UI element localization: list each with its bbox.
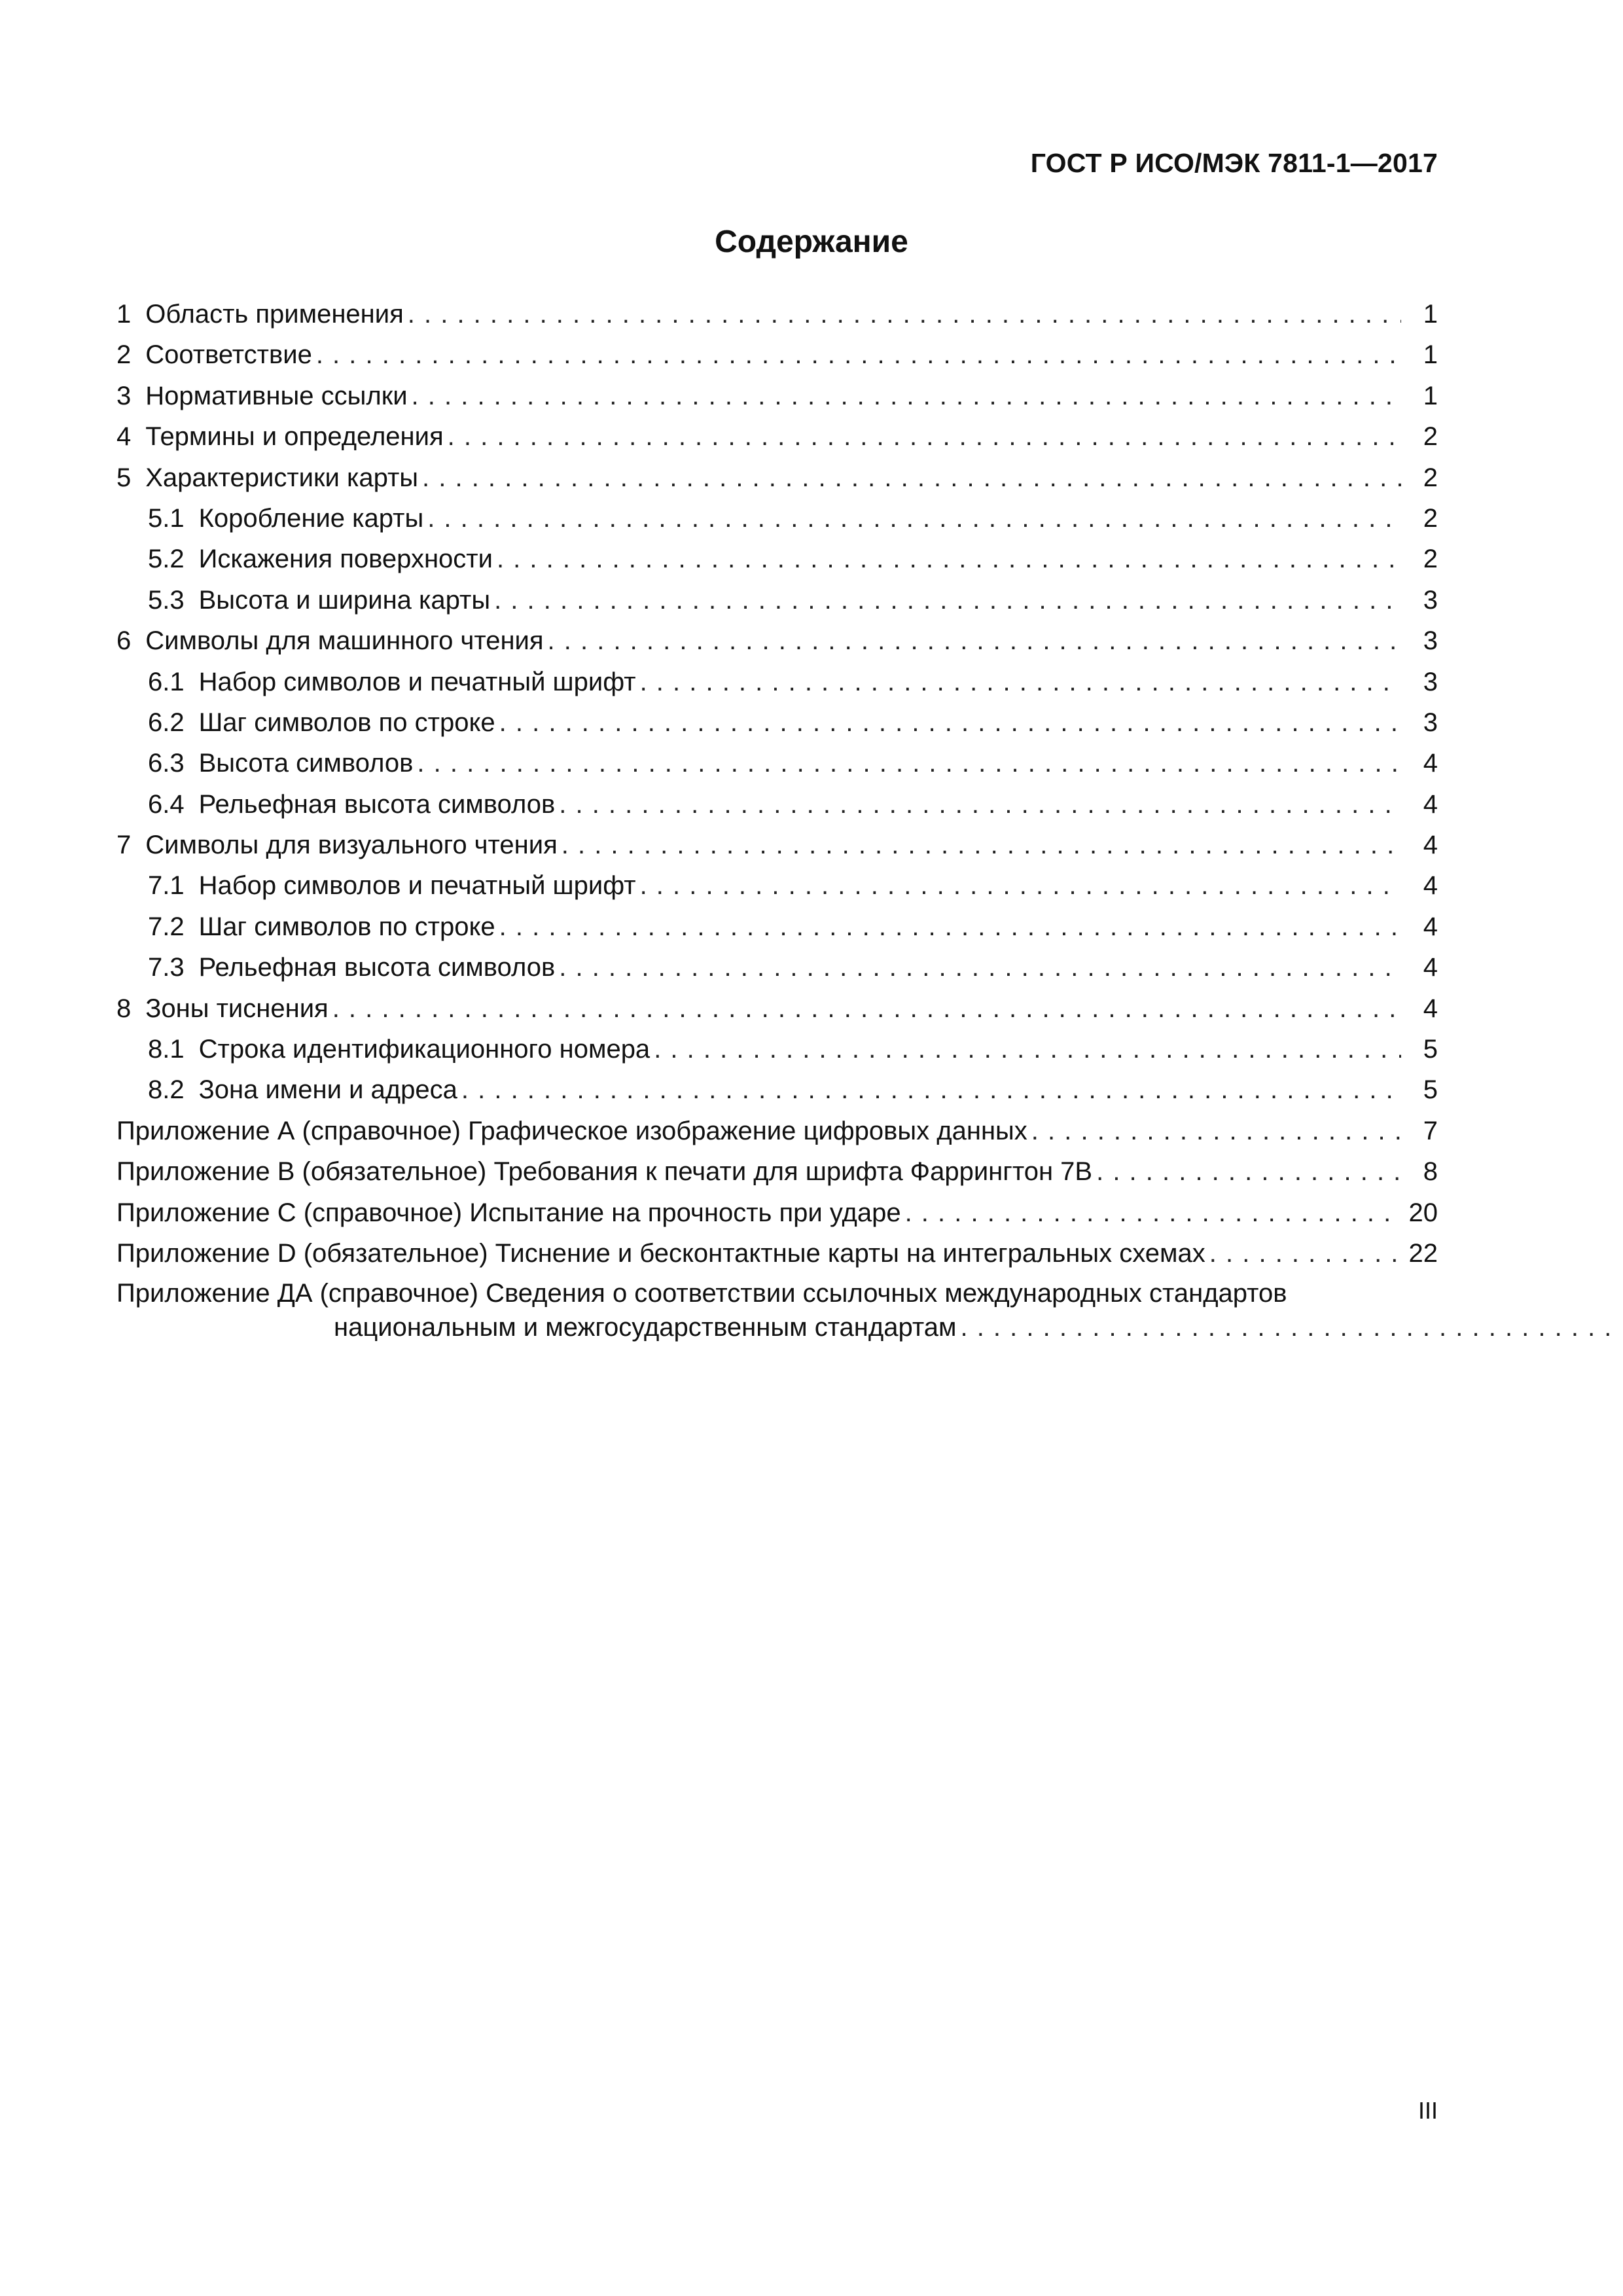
toc-annex-page: 8: [1423, 1157, 1438, 1187]
toc-entry-number: 2: [116, 340, 132, 370]
dot-leader: [497, 539, 1401, 579]
toc-entry-page: 4: [1423, 749, 1438, 778]
dot-leader: [1209, 1233, 1401, 1274]
toc-entry-5-3[interactable]: [116, 580, 1438, 620]
dot-leader: [417, 743, 1401, 783]
table-of-contents: [116, 294, 1438, 1344]
toc-annex-label-line2: национальным и межгосударственным стандартам: [334, 1313, 957, 1342]
dot-leader: [640, 662, 1401, 702]
toc-entry-page: 3: [1423, 585, 1438, 615]
toc-entry-label: Шаг символов по строке: [198, 708, 495, 737]
toc-entry-label: Зона имени и адреса: [198, 1075, 457, 1105]
toc-entry-number: 6.1: [148, 667, 185, 696]
toc-entry-number: 6.2: [148, 708, 185, 737]
toc-entry-7-3[interactable]: [116, 947, 1438, 988]
toc-annex-c[interactable]: [116, 1193, 1438, 1233]
dot-leader: [332, 988, 1401, 1029]
toc-entry-label: Область применения: [145, 300, 404, 329]
toc-entry-2[interactable]: [116, 334, 1438, 375]
toc-entry-page: 3: [1423, 708, 1438, 737]
toc-entry-6-4[interactable]: [116, 784, 1438, 825]
toc-entry-6-1[interactable]: [116, 662, 1438, 702]
toc-entry-page: 4: [1423, 953, 1438, 982]
toc-entry-page: 1: [1423, 300, 1438, 329]
toc-entry-1[interactable]: [116, 294, 1438, 334]
toc-entry-page: 1: [1423, 340, 1438, 370]
toc-entry-page: 2: [1423, 422, 1438, 452]
toc-entry-8-1[interactable]: [116, 1029, 1438, 1069]
dot-leader: [499, 906, 1401, 947]
toc-entry-number: 6.3: [148, 749, 185, 778]
toc-entry-page: 5: [1423, 1035, 1438, 1064]
toc-title: Содержание: [715, 224, 908, 259]
toc-entry-page: 4: [1423, 994, 1438, 1023]
toc-entry-8[interactable]: [116, 988, 1438, 1029]
toc-entry-5[interactable]: [116, 457, 1438, 498]
document-code: ГОСТ Р ИСО/МЭК 7811-1—2017: [1030, 148, 1438, 178]
toc-entry-number: 6.4: [148, 789, 185, 819]
dot-leader: [559, 784, 1401, 825]
toc-entry-label: Нормативные ссылки: [145, 381, 408, 410]
toc-entry-6-2[interactable]: [116, 702, 1438, 743]
page-number: III: [1418, 2097, 1438, 2124]
toc-entry-label: Рельефная высота символов: [198, 953, 556, 982]
toc-entry-page: 5: [1423, 1075, 1438, 1105]
dot-leader: [427, 498, 1401, 539]
toc-entry-label: Высота символов: [198, 749, 414, 778]
toc-annex-a[interactable]: [116, 1111, 1438, 1151]
toc-entry-page: 2: [1423, 545, 1438, 574]
toc-entry-label: Зоны тиснения: [145, 994, 329, 1023]
dot-leader: [316, 334, 1401, 375]
dot-leader: [494, 580, 1401, 620]
toc-entry-5-2[interactable]: [116, 539, 1438, 579]
toc-entry-number: 1: [116, 300, 132, 329]
toc-annex-label: Приложение В (обязательное) Требования к печати для шрифта Фаррингтон 7В: [116, 1157, 1093, 1187]
dot-leader: [562, 825, 1401, 865]
toc-annex-page: 7: [1423, 1116, 1438, 1145]
toc-entry-number: 8.1: [148, 1035, 185, 1064]
toc-annex-label-line1: Приложение ДА (справочное) Сведения о соответствии ссылочных международных стандартов: [116, 1279, 1287, 1308]
toc-entry-label: Термины и определения: [145, 422, 444, 452]
toc-entry-number: 7.1: [148, 871, 185, 901]
toc-entry-number: 5: [116, 463, 132, 492]
toc-entry-label: Коробление карты: [198, 503, 424, 533]
dot-leader: [1031, 1111, 1401, 1151]
toc-entry-label: Символы для визуального чтения: [145, 831, 558, 860]
toc-entry-page: 2: [1423, 463, 1438, 492]
dot-leader: [1096, 1151, 1401, 1192]
toc-entry-label: Характеристики карты: [145, 463, 419, 492]
toc-entry-label: Соответствие: [145, 340, 312, 370]
toc-annex-page: 22: [1408, 1238, 1438, 1268]
dot-leader: [408, 294, 1401, 334]
toc-annex-label: Приложение А (справочное) Графическое изображение цифровых данных: [116, 1116, 1027, 1145]
dot-leader: [559, 947, 1401, 988]
dot-leader: [960, 1310, 1623, 1344]
dot-leader: [461, 1069, 1401, 1110]
toc-entry-7[interactable]: [116, 825, 1438, 865]
toc-entry-label: Искажения поверхности: [198, 545, 493, 574]
toc-annex-b[interactable]: [116, 1151, 1438, 1192]
toc-entry-number: 6: [116, 626, 132, 656]
dot-leader: [548, 620, 1401, 661]
toc-annex-label: Приложение С (справочное) Испытание на прочность при ударе: [116, 1198, 901, 1227]
toc-entry-number: 7.2: [148, 912, 185, 941]
toc-entry-number: 5.2: [148, 545, 185, 574]
toc-entry-number: 7.3: [148, 953, 185, 982]
toc-entry-page: 2: [1423, 503, 1438, 533]
toc-entry-label: Набор символов и печатный шрифт: [198, 667, 636, 696]
toc-entry-number: 3: [116, 381, 132, 410]
toc-entry-page: 4: [1423, 831, 1438, 860]
toc-entry-page: 4: [1423, 789, 1438, 819]
toc-entry-4[interactable]: [116, 416, 1438, 457]
toc-entry-label: Рельефная высота символов: [198, 789, 556, 819]
toc-entry-label: Символы для машинного чтения: [145, 626, 544, 656]
toc-annex-da[interactable]: [116, 1274, 1438, 1344]
toc-annex-d[interactable]: [116, 1233, 1438, 1274]
dot-leader: [905, 1193, 1401, 1233]
toc-entry-number: 7: [116, 831, 132, 860]
toc-entry-number: 5.1: [148, 503, 185, 533]
toc-entry-number: 8: [116, 994, 132, 1023]
toc-entry-number: 4: [116, 422, 132, 452]
toc-entry-6[interactable]: [116, 620, 1438, 661]
toc-entry-3[interactable]: [116, 376, 1438, 416]
dot-leader: [640, 865, 1401, 906]
toc-entry-number: 5.3: [148, 585, 185, 615]
toc-entry-6-3[interactable]: [116, 743, 1438, 783]
dot-leader: [654, 1029, 1401, 1069]
toc-entry-page: 3: [1423, 667, 1438, 696]
toc-entry-label: Высота и ширина карты: [198, 585, 491, 615]
toc-entry-5-1[interactable]: [116, 498, 1438, 539]
toc-entry-page: 4: [1423, 871, 1438, 901]
dot-leader: [448, 416, 1401, 457]
toc-annex-page: 20: [1408, 1198, 1438, 1227]
toc-entry-label: Строка идентификационного номера: [198, 1035, 651, 1064]
toc-entry-page: 1: [1423, 381, 1438, 410]
toc-entry-page: 3: [1423, 626, 1438, 656]
dot-leader: [422, 457, 1401, 498]
toc-entry-label: Набор символов и печатный шрифт: [198, 871, 636, 901]
dot-leader: [499, 702, 1401, 743]
toc-entry-7-1[interactable]: [116, 865, 1438, 906]
toc-entry-8-2[interactable]: [116, 1069, 1438, 1110]
toc-annex-label: Приложение D (обязательное) Тиснение и бесконтактные карты на интегральных схемах: [116, 1238, 1205, 1268]
toc-entry-number: 8.2: [148, 1075, 185, 1105]
toc-entry-label: Шаг символов по строке: [198, 912, 495, 941]
toc-entry-page: 4: [1423, 912, 1438, 941]
toc-entry-7-2[interactable]: [116, 906, 1438, 947]
dot-leader: [412, 376, 1401, 416]
